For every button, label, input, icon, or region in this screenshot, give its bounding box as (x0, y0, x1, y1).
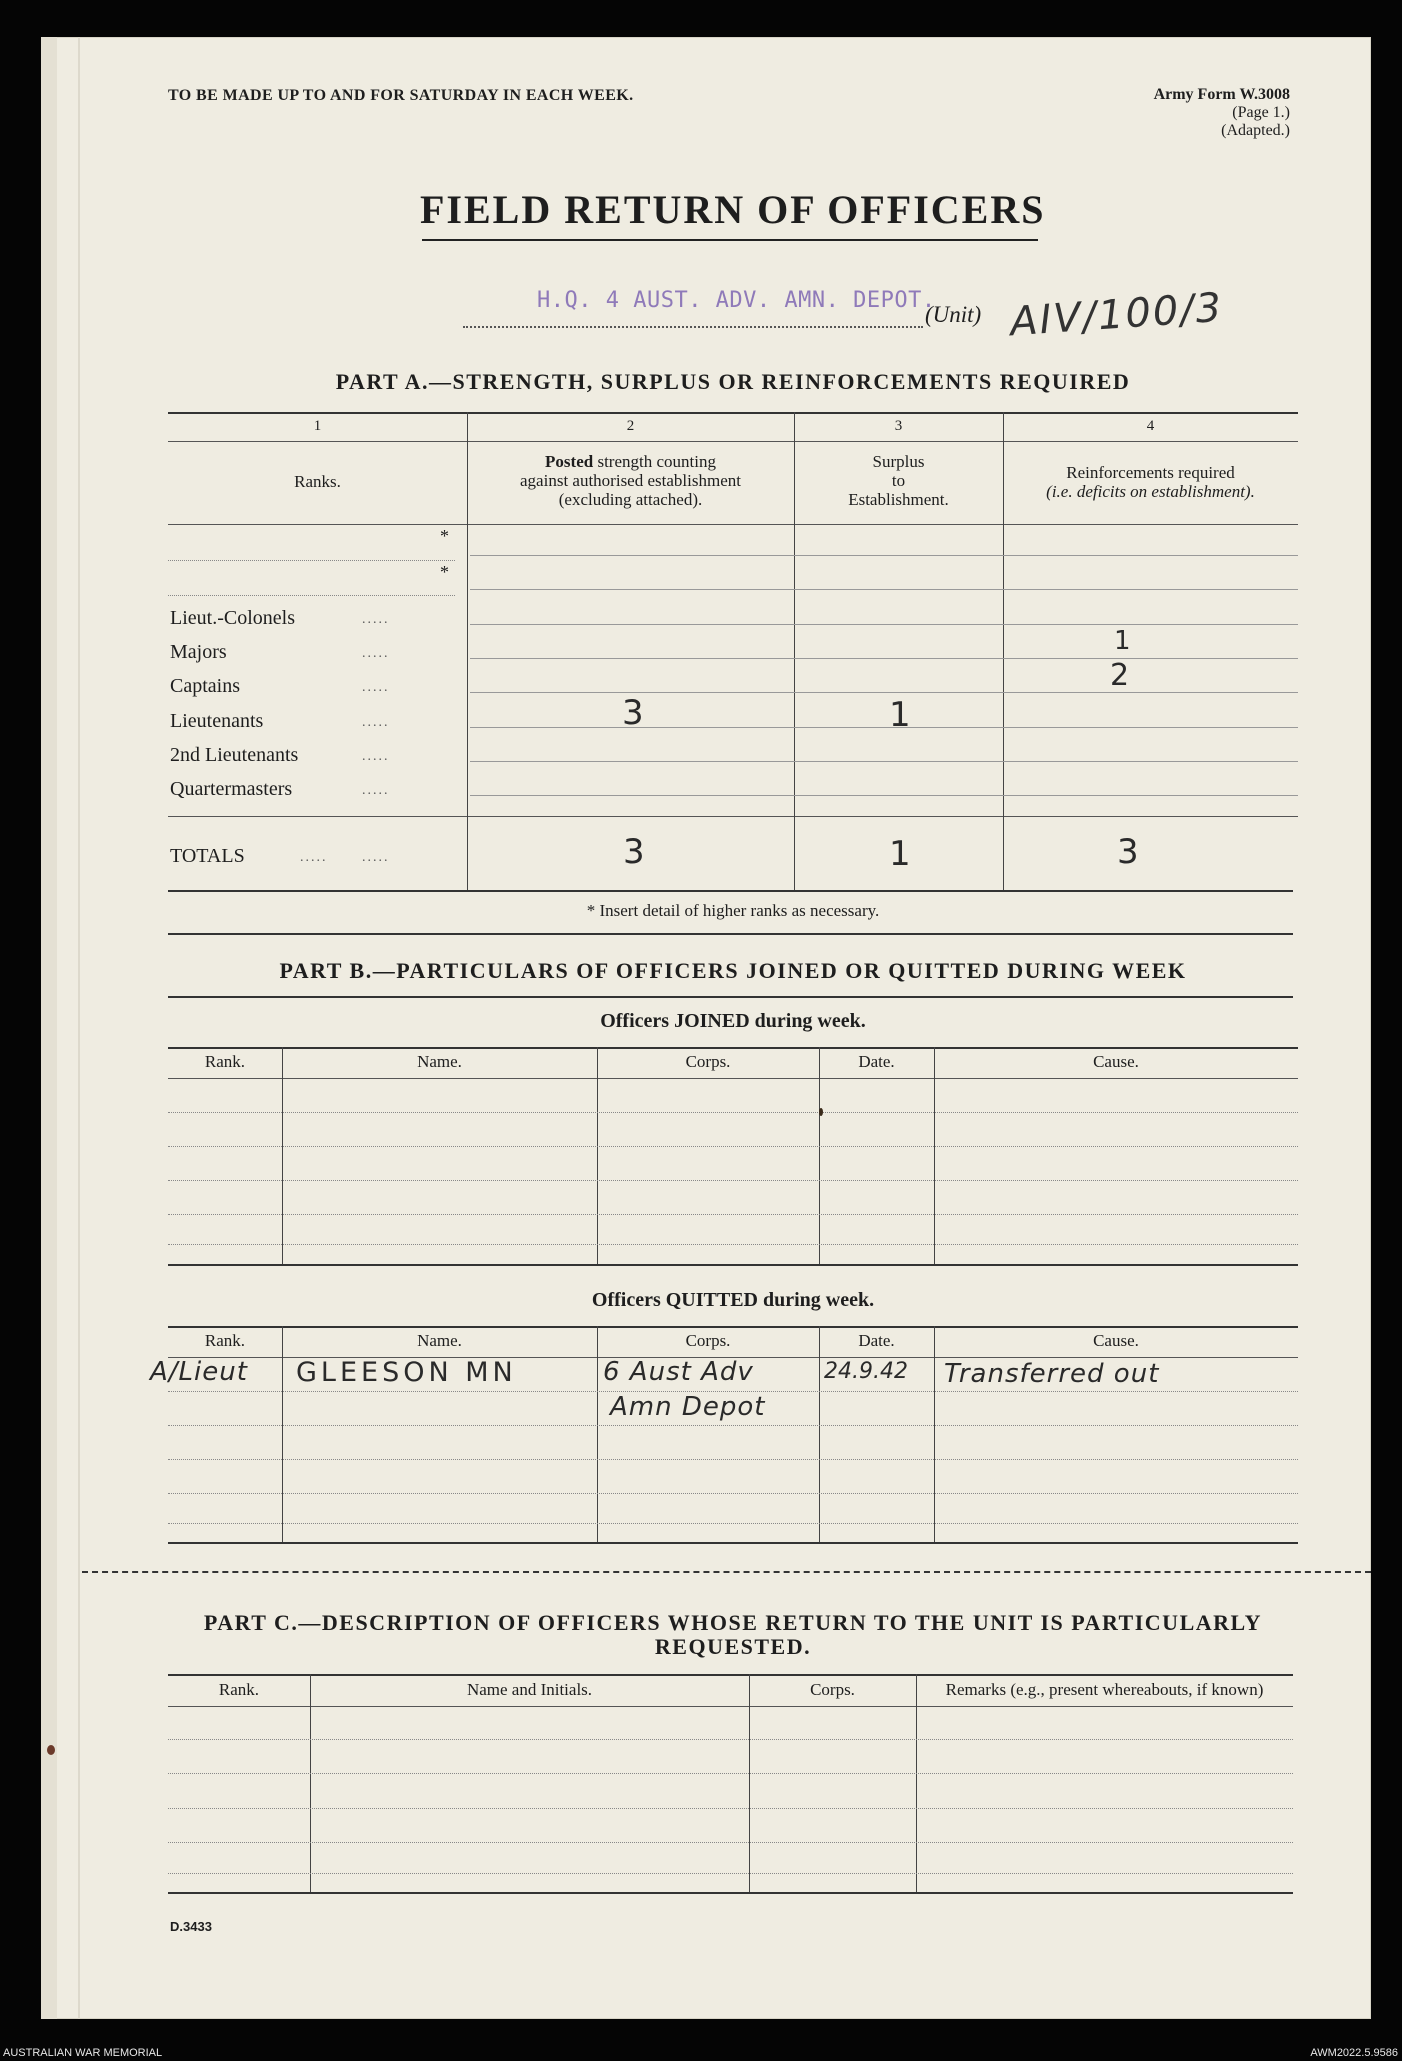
quitted-divider (282, 1326, 283, 1542)
quitted-col-cause: Cause. (1093, 1331, 1139, 1350)
row-guide (168, 1146, 1298, 1147)
joined-divider (934, 1047, 935, 1264)
part-b-title: PART B.—PARTICULARS OF OFFICERS JOINED OR QUITTED DURING WEEK (279, 958, 1187, 983)
part-c-header-rule (168, 1706, 1293, 1707)
rank-lieutenants: Lieutenants (170, 710, 264, 732)
quitted-bottom-rule (168, 1542, 1298, 1544)
quitted-col-date: Date. (858, 1331, 895, 1350)
footer-institution: AUSTRALIAN WAR MEMORIAL (3, 2047, 163, 2059)
row-guide (168, 1214, 1298, 1215)
form-number: Army Form W.3008 (1153, 86, 1290, 103)
part-c-divider (749, 1674, 750, 1892)
leader-dots: ..... (362, 612, 390, 627)
totals-surplus-value: 1 (889, 834, 911, 874)
part-a-header-rule (168, 524, 1298, 525)
unit-dotted-line (463, 326, 923, 328)
rank-2nd-lieutenants: 2nd Lieutenants (170, 744, 299, 766)
row-guide (168, 1244, 1298, 1245)
part-a-totals-rule (168, 816, 1298, 817)
quitted-divider (597, 1326, 598, 1542)
row-guide (168, 1808, 1293, 1809)
posted-rest-2: against authorised establishment (520, 471, 741, 490)
title-underline (422, 239, 1038, 241)
quitted-col-name: Name. (417, 1331, 462, 1350)
adapted-note: (Adapted.) (1221, 122, 1290, 139)
joined-divider (597, 1047, 598, 1264)
lieutenants-posted-value: 3 (622, 693, 644, 733)
unit-stamp: H.Q. 4 AUST. ADV. AMN. DEPOT. (537, 288, 936, 313)
reinf-line-1: Reinforcements required (1066, 463, 1235, 482)
joined-title: Officers JOINED during week. (600, 1010, 866, 1032)
posted-rest-3: (excluding attached). (558, 490, 703, 509)
posted-bold: Posted (545, 452, 594, 471)
rank-lieut-colonels: Lieut.-Colonels (170, 607, 295, 629)
surplus-line-3: Establishment. (848, 490, 949, 509)
row-guide (168, 1459, 1298, 1460)
leader-dots: ..... (300, 850, 328, 865)
quitted-corps-line-2: Amn Depot (610, 1392, 766, 1422)
leader-dots: ..... (362, 850, 390, 865)
unit-label: (Unit) (925, 302, 982, 327)
row-rule (470, 658, 1298, 659)
ink-mark (819, 1108, 823, 1116)
row-rule (470, 692, 1298, 693)
leader-dots: ..... (362, 646, 390, 661)
row-guide (168, 595, 455, 596)
row-guide (168, 1873, 1293, 1874)
captains-reinforcements-value: 2 (1110, 658, 1130, 693)
quitted-date-value: 24.9.42 (824, 1359, 908, 1384)
quitted-rank-value: A/Lieut (150, 1357, 248, 1387)
rank-majors: Majors (170, 641, 227, 663)
quitted-title: Officers QUITTED during week. (591, 1289, 875, 1311)
star-marker: * (440, 526, 449, 546)
part-c-title-line-2: REQUESTED. (654, 1634, 812, 1659)
leader-dots: ..... (362, 783, 390, 798)
page-title: FIELD RETURN OF OFFICERS (420, 187, 1046, 232)
row-guide (168, 1523, 1298, 1524)
part-c-divider (916, 1674, 917, 1892)
part-b-top-rule (168, 933, 1293, 935)
leader-dots: ..... (362, 680, 390, 695)
paper-fold (78, 37, 80, 2019)
ink-mark (47, 1745, 55, 1755)
paper-edge (41, 37, 57, 2019)
leader-dots: ..... (362, 749, 390, 764)
col-number-2: 2 (626, 418, 635, 434)
rank-quartermasters: Quartermasters (170, 778, 293, 800)
col-number-4: 4 (1146, 418, 1155, 434)
part-c-divider (310, 1674, 311, 1892)
quitted-col-rank: Rank. (204, 1331, 246, 1350)
row-rule (470, 727, 1298, 728)
row-guide (168, 1842, 1293, 1843)
footer-accession: AWM2022.5.9586 (1310, 2047, 1398, 2059)
totals-label: TOTALS (170, 845, 245, 867)
joined-col-rank: Rank. (204, 1052, 246, 1071)
row-guide (168, 1112, 1298, 1113)
joined-divider (819, 1047, 820, 1264)
instruction-text: TO BE MADE UP TO AND FOR SATURDAY IN EACH WEEK. (168, 87, 634, 104)
part-c-col-remarks: Remarks (e.g., present whereabouts, if known) (945, 1680, 1264, 1699)
quitted-col-corps: Corps. (685, 1331, 731, 1350)
row-guide (168, 1180, 1298, 1181)
lieutenants-surplus-value: 1 (889, 695, 911, 735)
part-c-title (168, 1611, 1298, 1659)
totals-reinforcements-value: 3 (1117, 832, 1139, 872)
quitted-cause-value: Transferred out (944, 1359, 1160, 1389)
quitted-top-rule (168, 1326, 1298, 1328)
part-c-top-rule (168, 1674, 1293, 1676)
part-c-title-line-1: PART C.—DESCRIPTION OF OFFICERS WHOSE RETURN TO THE UNIT IS PARTICULARLY (203, 1610, 1263, 1635)
quitted-corps-line-1: 6 Aust Adv (603, 1357, 754, 1387)
joined-bottom-rule (168, 1264, 1298, 1266)
row-guide (168, 1773, 1293, 1774)
quitted-name-value: GLEESON MN (296, 1357, 517, 1388)
row-rule (470, 795, 1298, 796)
col-header-surplus (794, 452, 1003, 509)
part-c-col-rank: Rank. (218, 1680, 260, 1699)
row-guide (168, 1739, 1293, 1740)
row-rule (470, 555, 1298, 556)
form-number-block (1090, 86, 1290, 140)
joined-col-cause: Cause. (1093, 1052, 1139, 1071)
page-number: (Page 1.) (1232, 104, 1290, 121)
reinf-line-2: (i.e. deficits on establishment). (1046, 482, 1255, 501)
col-number-1: 1 (313, 418, 322, 434)
star-marker: * (440, 562, 449, 582)
quitted-divider (819, 1326, 820, 1542)
joined-col-name: Name. (417, 1052, 462, 1071)
col-header-ranks: Ranks. (294, 472, 341, 491)
part-c-bottom-rule (168, 1892, 1293, 1894)
tear-line (82, 1571, 1371, 1573)
joined-divider (282, 1047, 283, 1264)
quitted-divider (934, 1326, 935, 1542)
unit-handwritten-ref: AIV/100/3 (1008, 284, 1225, 346)
part-c-col-name: Name and Initials. (466, 1680, 593, 1699)
part-b-title-rule (168, 996, 1293, 998)
part-a-top-rule (168, 412, 1298, 414)
row-guide (168, 560, 455, 561)
col-header-posted (467, 452, 794, 509)
form-code: D.3433 (170, 1919, 212, 1934)
joined-col-corps: Corps. (685, 1052, 731, 1071)
row-guide (168, 1425, 1298, 1426)
part-a-colnum-rule (168, 441, 1298, 442)
col-number-3: 3 (894, 418, 903, 434)
totals-posted-value: 3 (623, 832, 645, 872)
joined-top-rule (168, 1047, 1298, 1049)
joined-header-rule (168, 1078, 1298, 1079)
col-header-reinforcements (1003, 463, 1298, 501)
part-a-footnote: * Insert detail of higher ranks as necessary. (586, 901, 880, 920)
row-rule (470, 624, 1298, 625)
part-a-title: PART A.—STRENGTH, SURPLUS OR REINFORCEMENTS REQUIRED (335, 369, 1131, 394)
surplus-line-1: Surplus (872, 452, 925, 471)
part-a-bottom-rule (168, 890, 1293, 892)
part-c-col-corps: Corps. (810, 1680, 855, 1699)
rank-captains: Captains (170, 675, 240, 697)
posted-rest-1: strength counting (593, 452, 716, 471)
row-guide (168, 1493, 1298, 1494)
majors-reinforcements-value: 1 (1114, 626, 1131, 656)
surplus-line-2: to (891, 471, 906, 490)
joined-col-date: Date. (858, 1052, 895, 1071)
leader-dots: ..... (362, 715, 390, 730)
row-rule (470, 761, 1298, 762)
row-rule (470, 589, 1298, 590)
